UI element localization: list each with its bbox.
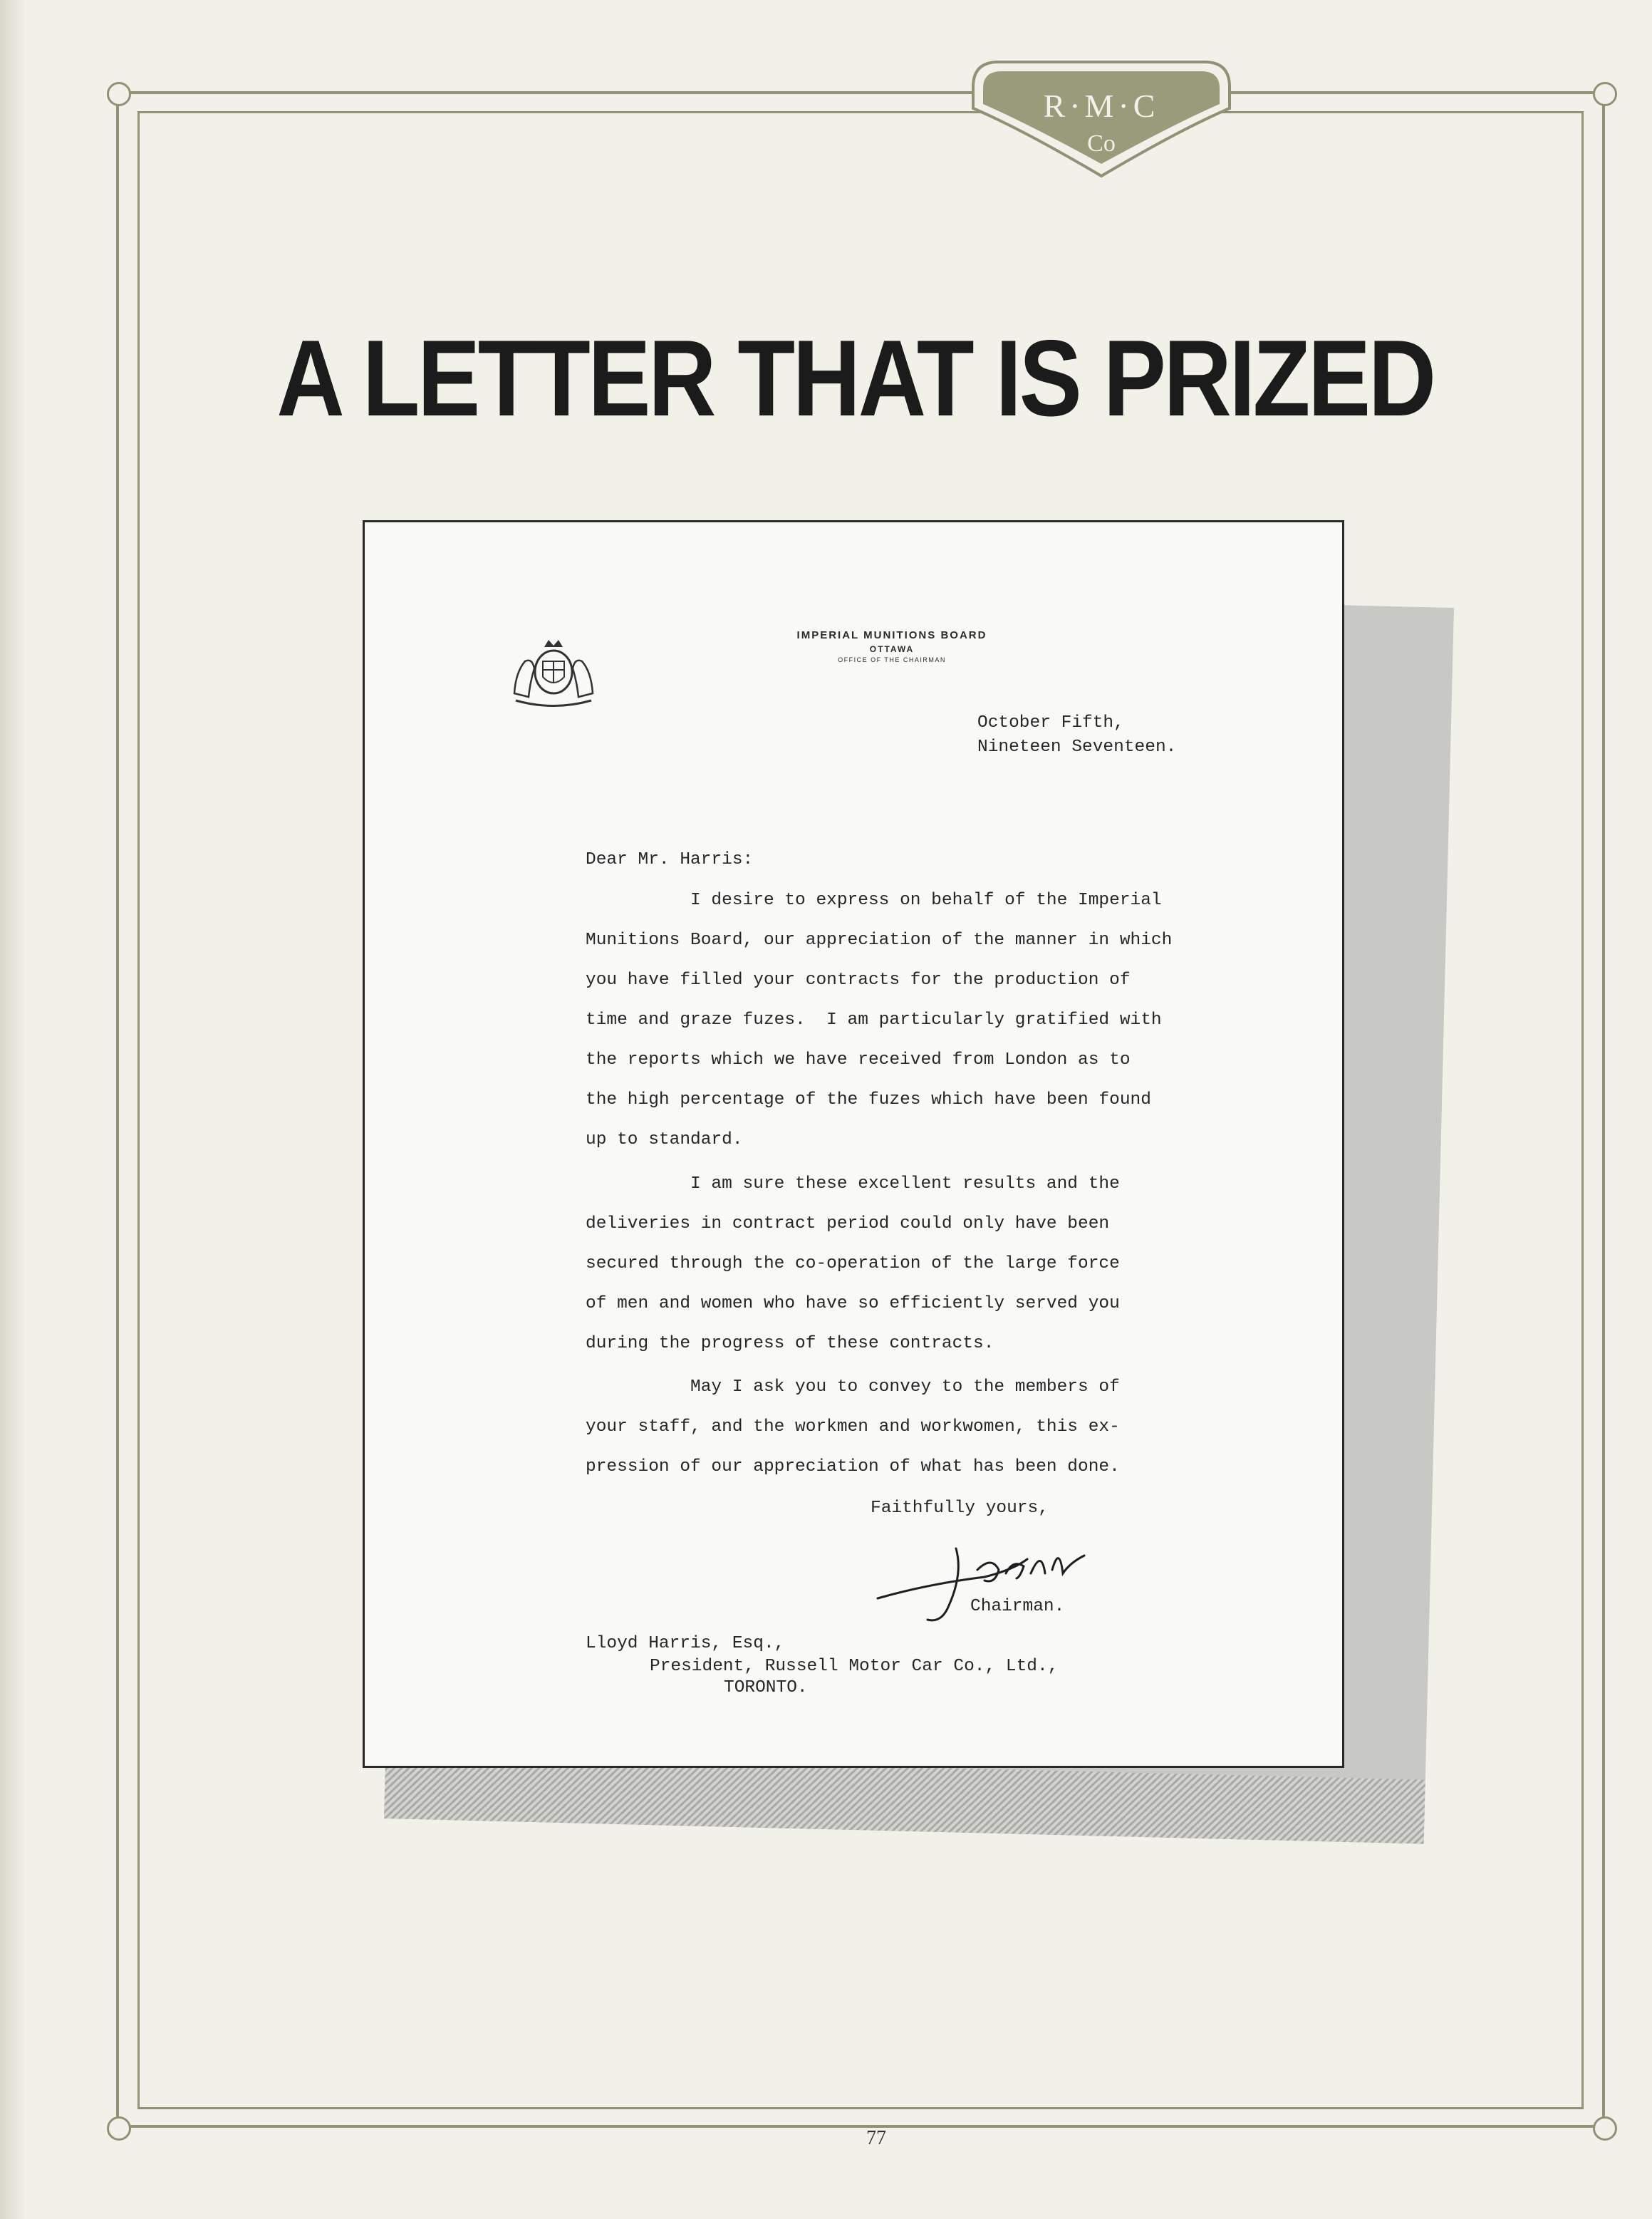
letter-body-line: Munitions Board, our appreciation of the manner in which xyxy=(586,931,1173,950)
letter-body-line: secured through the co-operation of the large force xyxy=(586,1254,1120,1273)
letterhead-city: OTTAWA xyxy=(869,644,915,654)
page-edge xyxy=(0,0,26,2219)
border-corner-ornament xyxy=(107,82,131,106)
addressee-position: President, Russell Motor Car Co., Ltd., xyxy=(650,1657,1059,1676)
letter-body-line: time and graze fuzes. I am particularly gratified with xyxy=(586,1010,1162,1030)
letter-body-line: the high percentage of the fuzes which have been found xyxy=(586,1090,1151,1110)
signer-title: Chairman. xyxy=(970,1597,1065,1616)
border-corner-ornament xyxy=(107,2116,131,2141)
rmc-badge-logo xyxy=(966,51,1237,187)
letter-body-line: the reports which we have received from London as to xyxy=(586,1050,1131,1070)
letter-body-line: I am sure these excellent results and the xyxy=(586,1174,1120,1194)
letter-body-line: your staff, and the workmen and workwomen, this ex- xyxy=(586,1417,1120,1437)
letterhead-organization: IMPERIAL MUNITIONS BOARD xyxy=(796,629,987,641)
addressee-city: TORONTO. xyxy=(724,1678,808,1697)
letter-salutation: Dear Mr. Harris: xyxy=(586,850,754,869)
royal-coat-of-arms-icon xyxy=(500,633,607,711)
page-number: 77 xyxy=(866,2127,886,2149)
letter-closing: Faithfully yours, xyxy=(871,1499,1049,1518)
border-corner-ornament xyxy=(1593,82,1617,106)
letter-date-line: October Fifth, xyxy=(977,713,1124,733)
letter-body-line: during the progress of these contracts. xyxy=(586,1334,994,1353)
svg-text:Co: Co xyxy=(1087,130,1116,157)
letter-body-line: up to standard. xyxy=(586,1130,743,1149)
letter-body-line: I desire to express on behalf of the Imperial xyxy=(586,891,1162,910)
svg-text:R·M·C: R·M·C xyxy=(1043,88,1160,124)
letter-date-line: Nineteen Seventeen. xyxy=(977,738,1177,757)
letter-body-line: pression of our appreciation of what has been done. xyxy=(586,1457,1120,1476)
letter-body-line: May I ask you to convey to the members of xyxy=(586,1377,1120,1397)
letter-body-line: deliveries in contract period could only have been xyxy=(586,1214,1110,1233)
page-headline: A LETTER THAT IS PRIZED xyxy=(276,318,1434,439)
letter-body-line: you have filled your contracts for the production of xyxy=(586,971,1131,990)
addressee-name: Lloyd Harris, Esq., xyxy=(586,1634,785,1653)
letter-facsimile xyxy=(363,520,1344,1768)
letter-body-line: of men and women who have so efficiently served you xyxy=(586,1294,1120,1313)
border-corner-ornament xyxy=(1593,2116,1617,2141)
letterhead-office: OFFICE OF THE CHAIRMAN xyxy=(838,656,946,663)
letterhead xyxy=(735,629,1049,663)
